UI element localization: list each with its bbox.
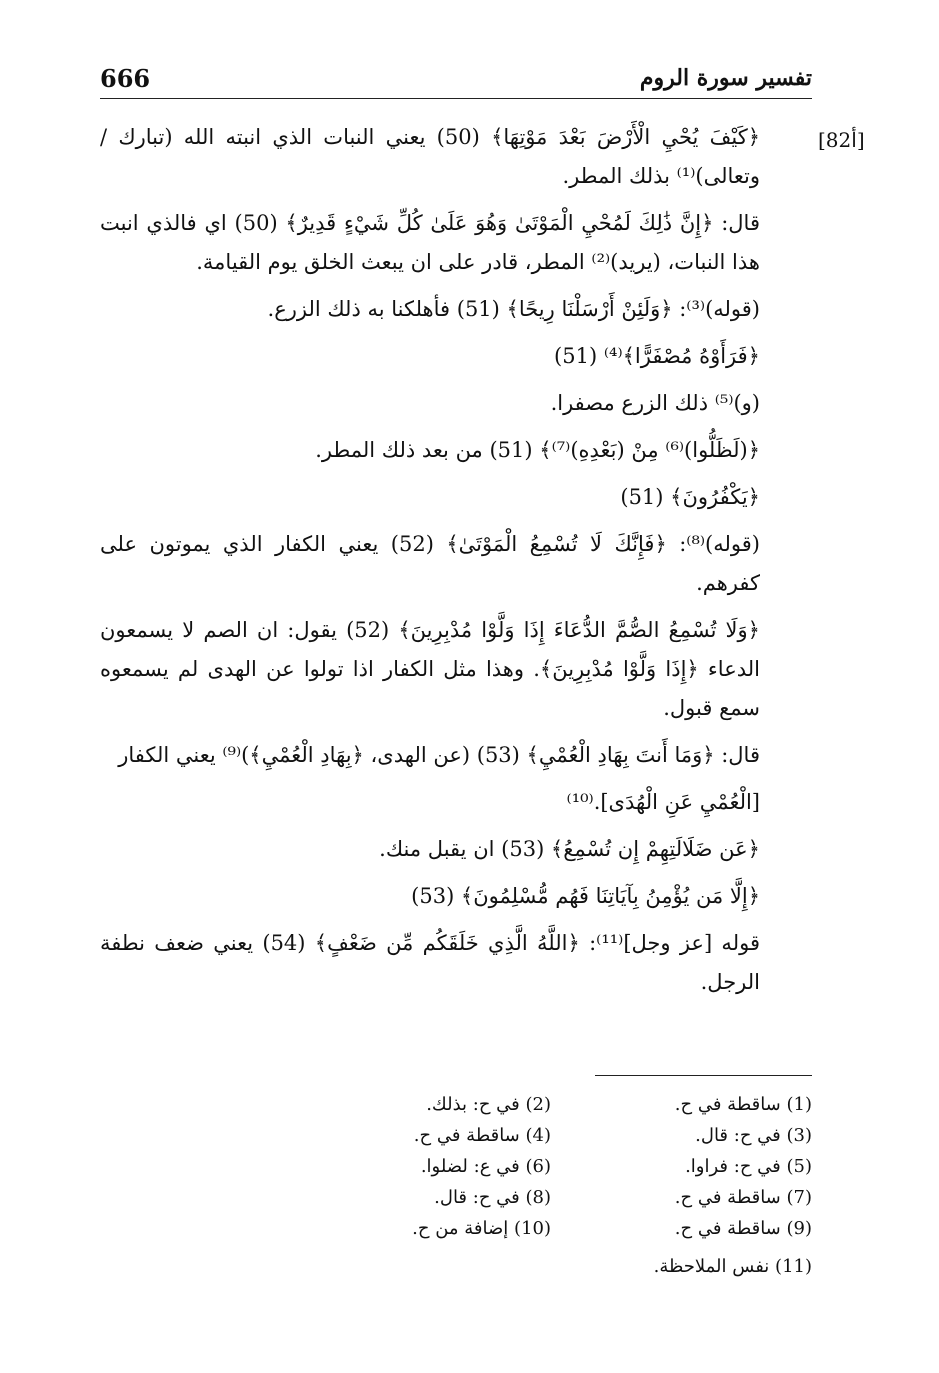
paragraph: ﴿كَيْفَ يُحْيِ الْأَرْضَ بَعْدَ مَوْتِهَا﴾ (50) يعني النبات الذي انبته الله (تبارك / وتعالى)⁽¹⁾ بذلك المطر. bbox=[100, 125, 761, 188]
footnote: (1) ساقطة في ح. bbox=[674, 1094, 812, 1115]
paragraph: قال: ﴿وَمَا أَنتَ بِهَادِ الْعُمْيِ﴾ (53) (عن الهدى، ﴿بِهَادِ الْعُمْيِ﴾)⁽⁹⁾ يعني الكفار bbox=[118, 743, 760, 767]
footnote: (11) نفس الملاحظة. bbox=[653, 1256, 812, 1277]
paragraph: ﴿(لَظَلُّوا)⁽⁶⁾ مِنْ (بَعْدِهِ)⁽⁷⁾﴾ (51) من بعد ذلك المطر. bbox=[315, 438, 760, 462]
footnote-separator bbox=[595, 1075, 812, 1076]
footnote: (6) في ع: لضلوا. bbox=[420, 1156, 551, 1177]
paragraph: قوله [عز وجل]⁽¹¹⁾: ﴿اللَّهُ الَّذِي خَلَقَكُم مِّن ضَعْفٍ﴾ (54) يعني ضعف نطفة الرجل. bbox=[100, 931, 760, 994]
paragraph: [الْعُمْيِ عَنِ الْهُدَى].⁽¹⁰⁾ bbox=[566, 790, 760, 814]
page-number: 666 bbox=[100, 63, 151, 93]
paragraph: ﴿يَكْفُرُونَ﴾ (51) bbox=[620, 485, 760, 509]
manuscript-folio-reference: [82أ] bbox=[818, 128, 865, 152]
footnotes bbox=[290, 1089, 812, 1244]
paragraph: قال: ﴿إِنَّ ذَٰلِكَ لَمُحْيِ الْمَوْتَىٰ وَهُوَ عَلَىٰ كُلِّ شَيْءٍ قَدِيرٌ﴾ (50) اي فالذي انبت هذا النبات، (يريد)⁽²⁾ المطر، قادر على ان يبعث الخلق يوم القيامة. bbox=[100, 211, 760, 274]
footnote: (4) ساقطة في ح. bbox=[413, 1125, 551, 1146]
commentary-body bbox=[100, 118, 812, 1002]
footnote: (8) في ح: قال. bbox=[434, 1187, 551, 1208]
footnote: (9) ساقطة في ح. bbox=[674, 1218, 812, 1239]
paragraph: ﴿فَرَأَوْهُ مُصْفَرًّا﴾⁽⁴⁾ (51) bbox=[554, 344, 760, 368]
paragraph: (قوله)⁽⁸⁾: ﴿فَإِنَّكَ لَا تُسْمِعُ الْمَوْتَىٰ﴾ (52) يعني الكفار الذي يموتون على كفرهم. bbox=[100, 532, 760, 595]
page-header bbox=[100, 58, 812, 99]
paragraph: (قوله)⁽³⁾: ﴿وَلَئِنْ أَرْسَلْنَا رِيحًا﴾ (51) فأهلكنا به ذلك الزرع. bbox=[267, 297, 760, 321]
paragraph: ﴿إِلَّا مَن يُؤْمِنُ بِآيَاتِنَا فَهُم مُّسْلِمُونَ﴾ (53) bbox=[411, 884, 760, 908]
paragraph: ﴿عَن ضَلَالَتِهِمْ إِن تُسْمِعُ﴾ (53) ان يقبل منك. bbox=[379, 837, 760, 861]
paragraph: ﴿وَلَا تُسْمِعُ الصُّمَّ الدُّعَاءَ إِذَا وَلَّوْا مُدْبِرِينَ﴾ (52) يقول: ان الصم لا يسمعون الدعاء ﴿إِذَا وَلَّوْا مُدْبِرِينَ﴾. وهذا مثل الكفار اذا تولوا عن الهدى لم يسمعوه سمع قبول. bbox=[100, 618, 760, 720]
footnote: (5) في ح: فراوا. bbox=[685, 1156, 812, 1177]
footnote: (2) في ح: بذلك. bbox=[426, 1094, 551, 1115]
footnote: (3) في ح: قال. bbox=[695, 1125, 812, 1146]
footnote: (10) إضافة من ح. bbox=[412, 1218, 551, 1239]
running-title: تفسير سورة الروم bbox=[639, 65, 812, 91]
paragraph: (و)⁽⁵⁾ ذلك الزرع مصفرا. bbox=[550, 391, 760, 415]
footnote: (7) ساقطة في ح. bbox=[674, 1187, 812, 1208]
